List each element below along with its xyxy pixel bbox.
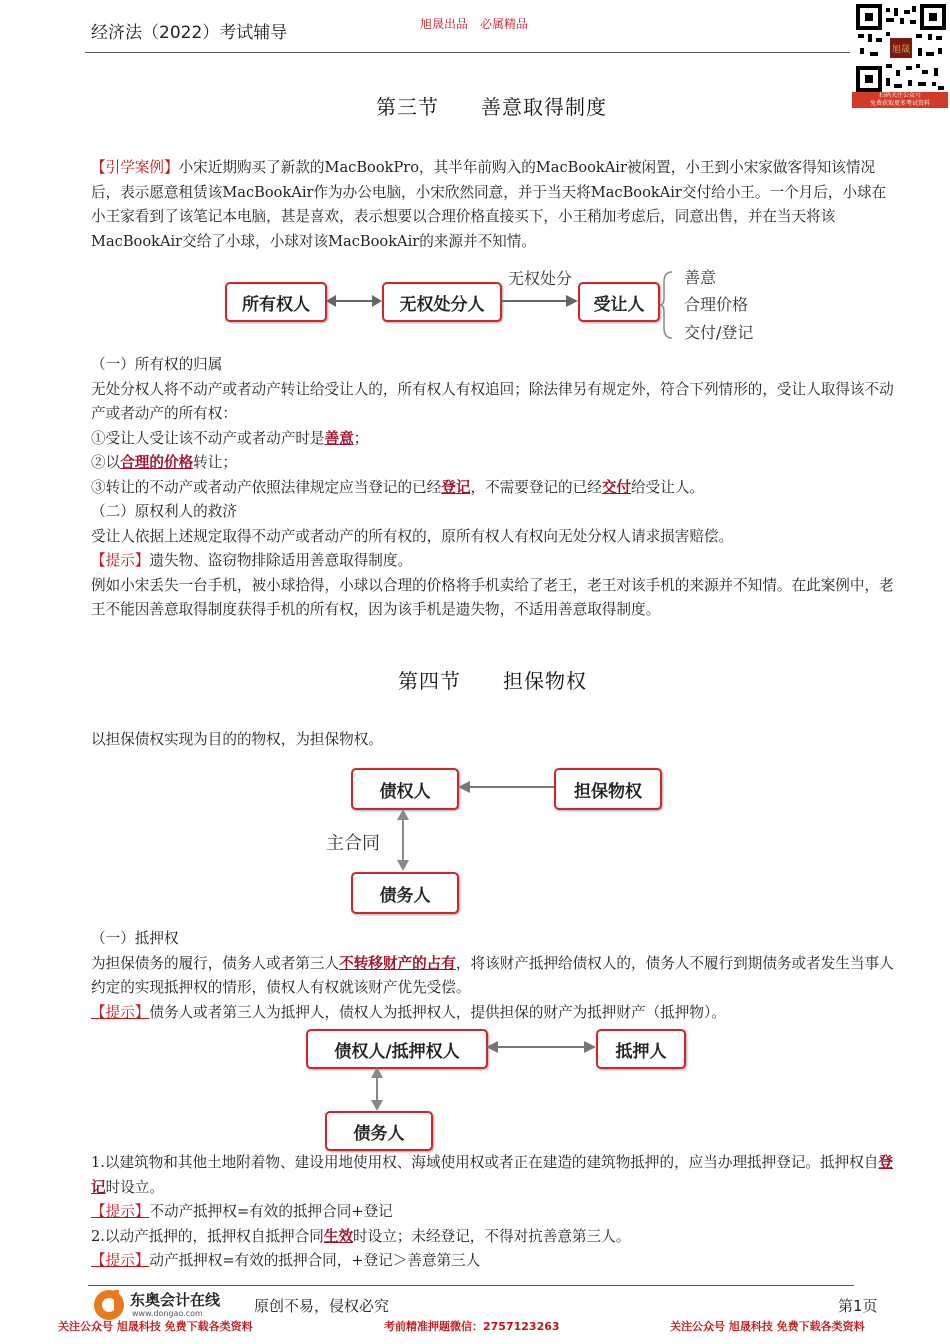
rule-1-tip-tag: 【提示】 (91, 1203, 150, 1220)
condition-reasonable-price: 合理价格 (684, 295, 749, 314)
condition-3-highlight-registration: 登记 (441, 478, 471, 496)
security-right-box: 担保物权 (554, 768, 662, 810)
example-paragraph: 例如小宋丢失一台手机，被小球拾得，小球以合理的价格将手机卖给了老王，老王对该手机的来源并不知情。在此案例中，老王不能因善意取得制度获得手机的所有权，因为该手机是遗失物，不适用善意取得制度。 (91, 576, 894, 618)
footer-note-center: 考前精准押题微信：2757123263 (384, 1320, 560, 1333)
mortgage-body (91, 927, 899, 1025)
mortgage-def-text: 为担保债务的履行，债务人或者第三人 (91, 954, 340, 972)
tip-text: 遗失物、盗窃物排除适用善意取得制度。 (149, 552, 413, 569)
dongao-logo-text: 东奥会计在线 (130, 1291, 221, 1309)
remedy-paragraph: 受让人依据上述规定取得不动产或者动产的所有权的，原所有权人有权向无处分权人请求损害赔偿。 (91, 527, 734, 545)
mortgage-def-highlight: 不转移财产的占有 (339, 954, 456, 972)
footer-slogan: 原创不易，侵权必究 (254, 1297, 390, 1315)
condition-2-end: 转让； (193, 454, 237, 471)
mortgage-tip-tag: 【提示】 (91, 1003, 150, 1021)
section3-body (91, 353, 899, 623)
condition-3 (91, 476, 899, 501)
rule-2-tip-text: 动产抵押权=有效的抵押合同，+登记＞善意第三人 (149, 1252, 481, 1269)
dongao-logo-url: www.dongao.com (132, 1309, 203, 1318)
rule-1-tip-text: 不动产抵押权=有效的抵押合同+登记 (149, 1203, 393, 1220)
condition-1 (91, 427, 899, 452)
condition-3-text: ③转让的不动产或者动产依照法律规定应当登记的已经 (91, 478, 442, 496)
dongao-logo-icon (92, 1288, 128, 1322)
qr-caption (852, 92, 948, 108)
vertical-double-arrow-icon (392, 809, 414, 871)
rule-2-highlight: 生效 (323, 1227, 354, 1245)
condition-2 (91, 451, 899, 476)
rule-1-tip (91, 1200, 899, 1225)
mortgage-definition (91, 952, 899, 1001)
section4-intro: 以担保债权实现为目的的物权，为担保物权。 (91, 731, 383, 748)
rule-2 (91, 1225, 899, 1250)
condition-3-highlight-delivery: 交付 (601, 478, 632, 496)
main-contract-label: 主合同 (326, 833, 380, 854)
condition-good-faith: 善意 (684, 268, 717, 287)
tip-paragraph (91, 549, 899, 574)
mortgage-rules (91, 1151, 899, 1274)
rule-1-end: 时设立。 (105, 1178, 164, 1196)
mortgage-def-end: ，将该财产抵押给债权人的，债务人不履行到期债务或者发生当事人约定的实现抵押权的情形，债权人有权就该财产优先受偿。 (91, 954, 894, 996)
condition-2-highlight: 合理的价格 (120, 454, 194, 471)
qr-caption-line1: 扫码关注公众号 (878, 92, 921, 99)
debtor-box: 债务人 (351, 872, 459, 914)
creditor-box: 债权人 (351, 768, 459, 810)
case-tag: 【引学案例】 (91, 159, 179, 176)
header-title: 经济法（2022）考试辅导 (91, 23, 288, 43)
owner-box: 所有权人 (225, 282, 327, 322)
section3-title: 第三节 善意取得制度 (376, 95, 607, 119)
condition-2-text: ②以 (91, 454, 121, 471)
dongao-logo (92, 1288, 232, 1322)
right-arrow-icon (500, 290, 578, 312)
qr-caption-line2: 免费获取更多考试资料 (869, 100, 930, 107)
rule-2-tip (91, 1249, 899, 1274)
mortgage-tip (91, 1001, 899, 1026)
sub-heading-mortgage: （一）抵押权 (91, 930, 179, 947)
footer-note-left: 关注公众号 旭晟科技 免费下载各类资料 (58, 1320, 253, 1333)
rule-2-tip-tag: 【提示】 (91, 1252, 150, 1269)
mortgage-vertical-arrow-icon (366, 1067, 388, 1111)
page-number: 第1页 (838, 1297, 878, 1315)
mortgagee-box: 债权人/抵押权人 (306, 1029, 488, 1069)
sub-heading-ownership: （一）所有权的归属 (91, 356, 223, 373)
rule-2-text: 2.以动产抵押的，抵押权自抵押合同 (91, 1227, 324, 1245)
condition-3-middle: ，不需要登记的已经 (470, 478, 602, 496)
tip-tag: 【提示】 (91, 552, 150, 569)
rule-1 (91, 1151, 899, 1200)
footer-divider (88, 1285, 854, 1286)
rule-2-end: 时设立；未经登记，不得对抗善意第三人。 (353, 1227, 631, 1245)
condition-3-end: 给受让人。 (631, 478, 705, 496)
case-paragraph (91, 156, 899, 254)
svg-text:旭晟: 旭晟 (891, 45, 911, 55)
unauthorized-disposal-label: 无权处分 (508, 269, 573, 288)
qr-code-icon (856, 4, 946, 92)
rule-1-highlight: 登记 (91, 1154, 894, 1196)
mortgage-double-arrow-icon (486, 1036, 596, 1058)
left-arrow-icon (458, 776, 554, 798)
condition-1-highlight: 善意 (324, 429, 354, 447)
footer-note-right: 关注公众号 旭晟科技 免费下载各类资料 (670, 1320, 865, 1333)
header-slogan: 旭晟出品 必属精品 (420, 17, 529, 31)
mortgagor-box: 抵押人 (596, 1029, 686, 1069)
case-text: 小宋近期购买了新款的MacBookPro，其半年前购入的MacBookAir被闲置，小王到小宋家做客得知该情况后，表示愿意租赁该MacBookAir作为办公电脑，小宋欣然同意，并于当天将MacBookAir交付给小王。一个月后，小球在小王家看到了该笔记本电脑，甚是喜欢，表示想要以合理价格直接买下，小王稍加考虑后，同意出售，并在当天将该MacBookAir交给了小球，小球对该MacBookAir的来源并不知情。 (91, 159, 887, 250)
sub-heading-remedy: （二）原权利人的救济 (91, 503, 237, 520)
mortgage-tip-text: 债务人或者第三人为抵押人，债权人为抵押权人，提供担保的财产为抵押财产（抵押物）。 (149, 1003, 726, 1021)
condition-1-end: ； (353, 429, 369, 447)
condition-delivery-registration: 交付/登记 (684, 323, 754, 342)
brace-icon (660, 270, 674, 340)
ownership-paragraph: 无处分权人将不动产或者动产转让给受让人的，所有权人有权追回；除法律另有规定外，符合下列情形的，受让人取得该不动产或者动产的所有权： (91, 380, 894, 422)
transferee-box: 受让人 (578, 282, 660, 322)
rule-1-text: 1.以建筑物和其他土地附着物、建设用地使用权、海域使用权或者正在建造的建筑物抵押的，应当办理抵押登记。抵押权自 (91, 1154, 879, 1171)
header-divider (85, 52, 850, 53)
double-arrow-icon (326, 290, 382, 312)
disposer-box: 无权处分人 (382, 282, 502, 322)
condition-1-text: ①受让人受让该不动产或者动产时是 (91, 429, 325, 447)
mortgage-debtor-box: 债务人 (325, 1111, 433, 1151)
section4-title: 第四节 担保物权 (398, 669, 587, 693)
